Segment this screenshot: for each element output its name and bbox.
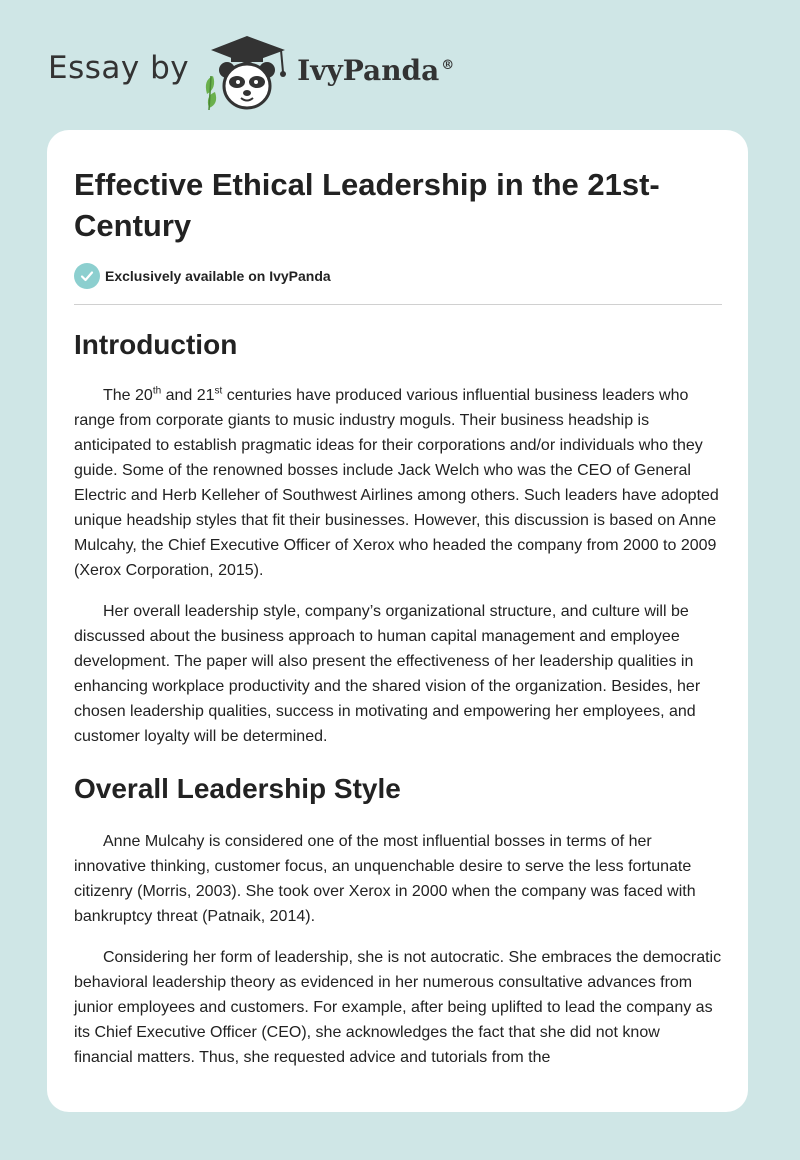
exclusive-label: Exclusively available on IvyPanda bbox=[105, 268, 331, 284]
section-heading-leadership-style: Overall Leadership Style bbox=[74, 773, 401, 804]
panda-logo-icon bbox=[201, 32, 293, 112]
site-header bbox=[48, 32, 454, 112]
registered-mark: ® bbox=[441, 58, 455, 74]
brand-prefix: Essay by bbox=[48, 50, 190, 86]
brand-name: IvyPanda ® bbox=[297, 53, 455, 87]
page-title: Effective Ethical Leadership in the 21st-Century bbox=[74, 167, 660, 243]
paragraph-intro-1: The 20th and 21st centuries have produced various influential business leaders who range from corporate giants to music industry moguls. Their business headship is anticipated to establish pragmatic ideas for their corporations and/or individuals who they guide. Some of the renowned bosses include Jack Welch who was the CEO of General Electric and Herb Kelleher of Southwest Airlines among others. Such leaders have adopted unique headship styles that fit their businesses. However, this discussion is based on Anne Mulcahy, the Chief Executive Officer of Xerox who headed the company from 2000 to 2009 (Xerox Corporation, 2015). bbox=[74, 385, 719, 579]
check-circle-icon bbox=[74, 263, 100, 289]
section-heading-introduction: Introduction bbox=[74, 329, 238, 360]
paragraph-style-2: Considering her form of leadership, she is not autocratic. She embraces the democratic behavioral leadership theory as evidenced in her numerous consultative advances from junior employees and customers. For example, after being uplifted to lead the company as its Chief Executive Officer (CEO), she acknowledges the fact that she did not know financial matters. Thus, she requested advice and tutorials from the bbox=[74, 949, 722, 1066]
divider bbox=[74, 304, 722, 305]
paragraph-style-1: Anne Mulcahy is considered one of the most influential bosses in terms of her innovative thinking, customer focus, an unquenchable desire to serve the less fortunate citizenry (Morris, 2003). She took over Xerox in 2000 when the company was faced with bankruptcy threat (Patnaik, 2014). bbox=[74, 833, 696, 925]
essay-card bbox=[47, 130, 748, 1112]
paragraph-intro-2: Her overall leadership style, company’s organizational structure, and culture will be discussed about the business approach to human capital management and employee development. The paper will also present the effectiveness of her leadership qualities in enhancing workplace productivity and the shared vision of the organization. Besides, her chosen leadership qualities, success in motivating and empowering her employees, and customer loyalty will be determined. bbox=[74, 603, 701, 745]
exclusive-badge bbox=[74, 262, 722, 290]
